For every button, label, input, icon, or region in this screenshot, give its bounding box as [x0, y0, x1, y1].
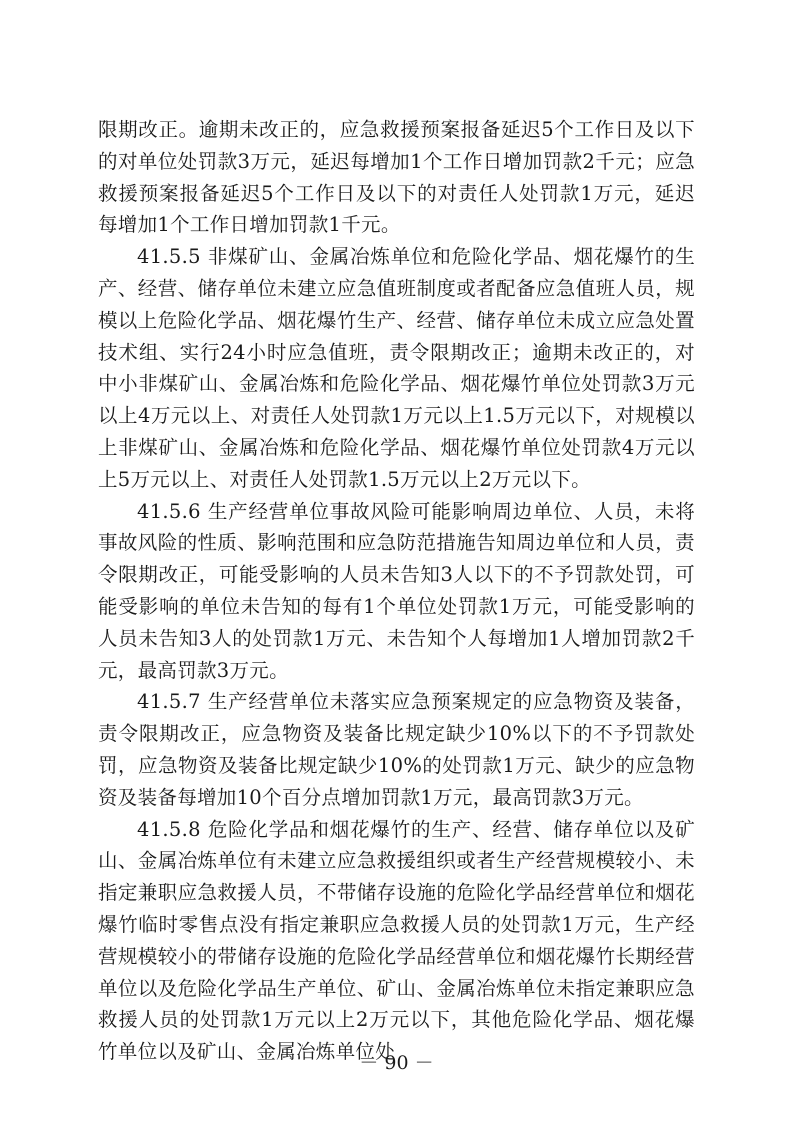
paragraph-41-5-7: 41.5.7 生产经营单位未落实应急预案规定的应急物资及装备，责令限期改正，应急物资及装备比规定缺少10%以下的不予罚款处罚，应急物资及装备比规定缺少10%的处罚款1万元、缺少的应急物资及装备每增加10个百分点增加罚款1万元，最高罚款3万元。: [98, 690, 695, 809]
paragraph-41-5-5: 41.5.5 非煤矿山、金属冶炼单位和危险化学品、烟花爆竹的生产、经营、储存单位未建立应急值班制度或者配备应急值班人员，规模以上危险化学品、烟花爆竹生产、经营、储存单位未成立应急处置技术组、实行24小时应急值班，责令限期改正；逾期未改正的，对中小非煤矿山、金属冶炼和危险化学品、烟花爆竹单位处罚款3万元以上4万元以上、对责任人处罚款1万元以上1.5万元以下，对规模以上非煤矿山、金属冶炼和危险化学品、烟花爆竹单位处罚款4万元以上5万元以上、对责任人处罚款1.5万元以上2万元以下。: [98, 245, 695, 491]
paragraph-41-5-6: 41.5.6 生产经营单位事故风险可能影响周边单位、人员，未将事故风险的性质、影响范围和应急防范措施告知周边单位和人员，责令限期改正，可能受影响的人员未告知3人以下的不予罚款处罚，可能受影响的单位未告知的每有1个单位处罚款1万元，可能受影响的人员未告知3人的处罚款1万元、未告知个人每增加1人增加罚款2千元，最高罚款3万元。: [98, 499, 695, 682]
body-text: [98, 114, 695, 1068]
page-number: － 90 －: [359, 1052, 434, 1074]
paragraph-41-5-8: 41.5.8 危险化学品和烟花爆竹的生产、经营、储存单位以及矿山、金属冶炼单位有未建立应急救援组织或者生产经营规模较小、未指定兼职应急救援人员，不带储存设施的危险化学品经营单位和烟花爆竹临时零售点没有指定兼职应急救援人员的处罚款1万元，生产经营规模较小的带储存设施的危险化学品经营单位和烟花爆竹长期经营单位以及危险化学品生产单位、矿山、金属冶炼单位未指定兼职应急救援人员的处罚款1万元以上2万元以下，其他危险化学品、烟花爆竹单位以及矿山、金属冶炼单位处: [98, 817, 695, 1064]
paragraph-continuation: 限期改正。逾期未改正的，应急救援预案报备延迟5个工作日及以下的对单位处罚款3万元，延迟每增加1个工作日增加罚款2千元；应急救援预案报备延迟5个工作日及以下的对责任人处罚款1万元，延迟每增加1个工作日增加罚款1千元。: [98, 118, 695, 237]
